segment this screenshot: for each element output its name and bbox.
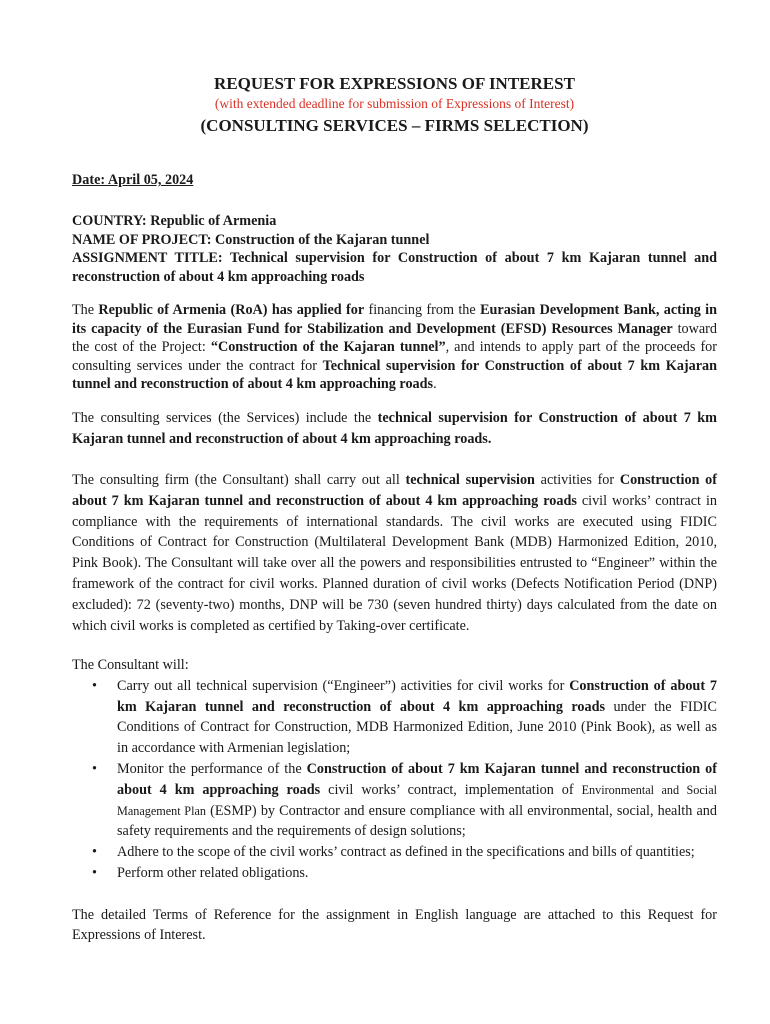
text-run: financing from the: [364, 302, 481, 318]
text-run-bold: technical supervision: [405, 472, 535, 488]
bullet-icon: •: [92, 864, 97, 881]
text-run: civil works’ contract, implementation of: [320, 781, 582, 798]
country-line: COUNTRY: Republic of Armenia: [72, 213, 277, 229]
text-run-bold: Construction of about 7 km Kajaran tunnel and reconstruction of about 4 km approaching roads: [72, 472, 717, 509]
text-run: The: [72, 302, 99, 318]
text-run: The consulting firm (the Consultant) shall carry out all: [72, 472, 406, 488]
text-run: under the FIDIC Conditions of Contract for Construction, MDB Harmonized Edition, June 2010 (Pink Book), as well as in accordance with Armenian legislation;: [117, 698, 717, 757]
paragraph-services: [72, 408, 717, 450]
text-run: .: [433, 376, 437, 392]
text-run: Adhere to the scope of the civil works’ contract as defined in the specifications and bills of quantities;: [117, 844, 695, 861]
closing-paragraph: The detailed Terms of Reference for the assignment in English language are attached to this Request for Expressions of Interest.: [72, 907, 717, 943]
text-run: (ESMP) by Contractor and ensure compliance with all environmental, social, health and safety requirements and the requirements of design solutions;: [117, 802, 717, 840]
text-run-bold: Technical supervision for Construction of about 7 km Kajaran tunnel and reconstruction of about 4 km approaching roads: [72, 357, 718, 392]
document-subtitle: (CONSULTING SERVICES – FIRMS SELECTION): [200, 116, 589, 135]
assignment-title-line: ASSIGNMENT TITLE: Technical supervision for Construction of about 7 km Kajaran tunnel and reconstruction of about 4 km approaching roads: [72, 250, 717, 285]
text-run: Carry out all technical supervision (“Engineer”) activities for civil works for: [117, 677, 570, 694]
text-run-bold: Construction of about 7 km Kajaran tunnel and reconstruction of about 4 km approaching roads: [117, 677, 717, 715]
paragraph-consultant-scope: [72, 470, 717, 636]
document-date: Date: April 05, 2024: [72, 172, 194, 188]
text-run-small: Environmental and Social Management Plan: [117, 782, 717, 818]
text-run: toward the cost of the Project:: [72, 320, 717, 355]
deadline-subtitle: (with extended deadline for submission of Expressions of Interest): [214, 96, 575, 111]
text-run: , and intends to apply part of the proceeds for consulting services under the contract for: [72, 339, 717, 374]
text-run: The consulting services (the Services) include the: [72, 410, 378, 426]
text-run-bold: Eurasian Development Bank, acting in its capacity of the Eurasian Fund for Stabilization and Development (EFSD) Resources Manager: [72, 302, 718, 337]
text-run: civil works’ contract in compliance with the requirements of international standards. The civil works are executed using FIDIC Conditions of Contract for Construction (Multilateral Development Bank (MDB) Harmonized Edition, 2010, Pink Book). The Consultant will take over all the powers and responsibilities entrusted to “Engineer” within the framework of the contract for civil works. Planned duration of civil works (Defects Notification Period (DNP) excluded): 72 (seventy-two) months, DNP will be 730 (seven hundred thirty) days calculated from the date on which civil works is completed as certified by Taking-over certificate.: [72, 492, 717, 634]
text-run: Perform other related obligations.: [117, 864, 309, 881]
text-run-bold: Construction of about 7 km Kajaran tunnel and reconstruction of about 4 km approaching roads: [117, 760, 718, 798]
document-title: REQUEST FOR EXPRESSIONS OF INTEREST: [214, 74, 575, 93]
paragraph-financing: [72, 301, 717, 394]
text-run: Monitor the performance of the: [117, 760, 307, 777]
text-run-bold: Republic of Armenia (RoA) has applied for: [98, 302, 365, 318]
metadata-block: [72, 212, 717, 286]
consultant-duties: [72, 655, 717, 884]
text-run-bold: “Construction of the Kajaran tunnel”: [210, 339, 446, 355]
text-run-bold: technical supervision for Construction of about 7 km Kajaran tunnel and reconstruction of about 4 km approaching roads.: [72, 410, 717, 447]
duties-intro: The Consultant will:: [72, 657, 189, 673]
list-item: [72, 676, 717, 759]
list-item: [72, 842, 717, 863]
list-item: [72, 759, 717, 842]
bullet-icon: •: [92, 677, 97, 694]
duties-list: [72, 676, 717, 884]
bullet-icon: •: [92, 844, 97, 861]
list-item: [72, 863, 717, 884]
bullet-icon: •: [92, 760, 97, 777]
text-run: activities for: [534, 472, 620, 488]
project-name-line: NAME OF PROJECT: Construction of the Kajaran tunnel: [72, 231, 430, 248]
